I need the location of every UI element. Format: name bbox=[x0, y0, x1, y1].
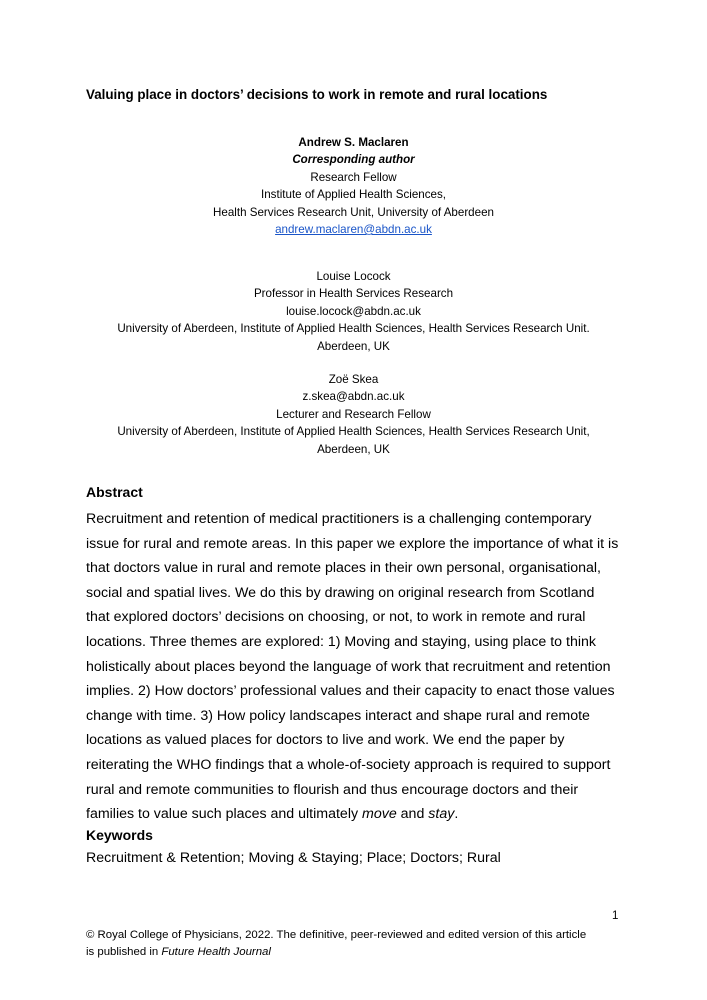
copyright-footer bbox=[86, 927, 586, 961]
author-email: louise.locock@abdn.ac.uk bbox=[286, 304, 421, 318]
author-affiliation: Health Services Research Unit, University of Aberdeen bbox=[213, 205, 494, 219]
keywords-heading: Keywords bbox=[86, 827, 153, 843]
abstract-emphasis: move bbox=[362, 806, 397, 823]
abstract-line: that doctors value in rural and remote places in their own personal, organisational, bbox=[86, 560, 601, 577]
abstract-line: Recruitment and retention of medical practitioners is a challenging contemporary bbox=[86, 511, 592, 527]
author-position: Professor in Health Services Research bbox=[253, 287, 454, 301]
abstract-text: families to value such places and ultimately bbox=[86, 806, 363, 823]
abstract-text: . bbox=[454, 806, 459, 823]
author-name: Andrew S. Maclaren bbox=[298, 136, 409, 149]
author-block-3 bbox=[0, 371, 707, 458]
author-affiliation: University of Aberdeen, Institute of Applied Health Sciences, Health Services Research Unit. bbox=[117, 322, 590, 336]
author-affiliation: Aberdeen, UK bbox=[317, 339, 390, 353]
author-position: Lecturer and Research Fellow bbox=[276, 407, 431, 421]
footer-line: © Royal College of Physicians, 2022. The definitive, peer-reviewed and edited version of this article bbox=[86, 929, 587, 941]
author-email-link[interactable]: andrew.maclaren@abdn.ac.uk bbox=[275, 222, 432, 236]
abstract-line: locations as valued places for doctors to live and work. We end the paper by bbox=[86, 732, 565, 749]
abstract-line: holistically about places beyond the language of work that recruitment and retention bbox=[86, 658, 611, 675]
footer-text: is published in bbox=[86, 946, 162, 958]
author-position: Research Fellow bbox=[310, 170, 397, 184]
abstract-line: locations. Three themes are explored: 1) Moving and staying, using place to think bbox=[86, 633, 596, 650]
abstract-line: issue for rural and remote areas. In this paper we explore the importance of what it is bbox=[86, 535, 619, 552]
abstract-body bbox=[86, 507, 631, 827]
abstract-line: social and spatial lives. We do this by drawing on original research from Scotland bbox=[86, 584, 595, 601]
author-block-1 bbox=[0, 134, 707, 238]
abstract-emphasis: stay bbox=[428, 806, 455, 823]
author-name: Zoë Skea bbox=[328, 373, 379, 386]
keywords-list: Recruitment & Retention; Moving & Staying; Place; Doctors; Rural bbox=[86, 850, 501, 866]
author-email: z.skea@abdn.ac.uk bbox=[302, 390, 405, 404]
abstract-line: implies. 2) How doctors’ professional values and their capacity to enact those values bbox=[86, 683, 615, 700]
journal-name: Future Health Journal bbox=[161, 946, 271, 958]
author-affiliation: University of Aberdeen, Institute of Applied Health Sciences, Health Services Research Unit, bbox=[117, 425, 590, 439]
author-block-2 bbox=[0, 268, 707, 355]
abstract-line: reiterating the WHO findings that a whole-of-society approach is required to support bbox=[86, 756, 611, 773]
author-name: Louise Locock bbox=[316, 270, 391, 283]
author-affiliation: Aberdeen, UK bbox=[317, 442, 390, 456]
footer-line bbox=[86, 944, 586, 961]
corresponding-author-note: Corresponding author bbox=[292, 153, 415, 167]
abstract-line: rural and remote communities to flourish and thus encourage doctors and their bbox=[86, 781, 579, 798]
abstract-line: that explored doctors’ decisions on choosing, or not, to work in remote and rural bbox=[86, 609, 586, 626]
abstract-line: change with time. 3) How policy landscapes interact and shape rural and remote bbox=[86, 707, 590, 724]
abstract-heading: Abstract bbox=[86, 484, 143, 500]
page-number: 1 bbox=[612, 910, 619, 922]
abstract-last-line bbox=[86, 802, 631, 827]
abstract-text: and bbox=[396, 806, 429, 823]
paper-title: Valuing place in doctors’ decisions to work in remote and rural locations bbox=[86, 87, 548, 102]
author-affiliation: Institute of Applied Health Sciences, bbox=[261, 188, 446, 202]
